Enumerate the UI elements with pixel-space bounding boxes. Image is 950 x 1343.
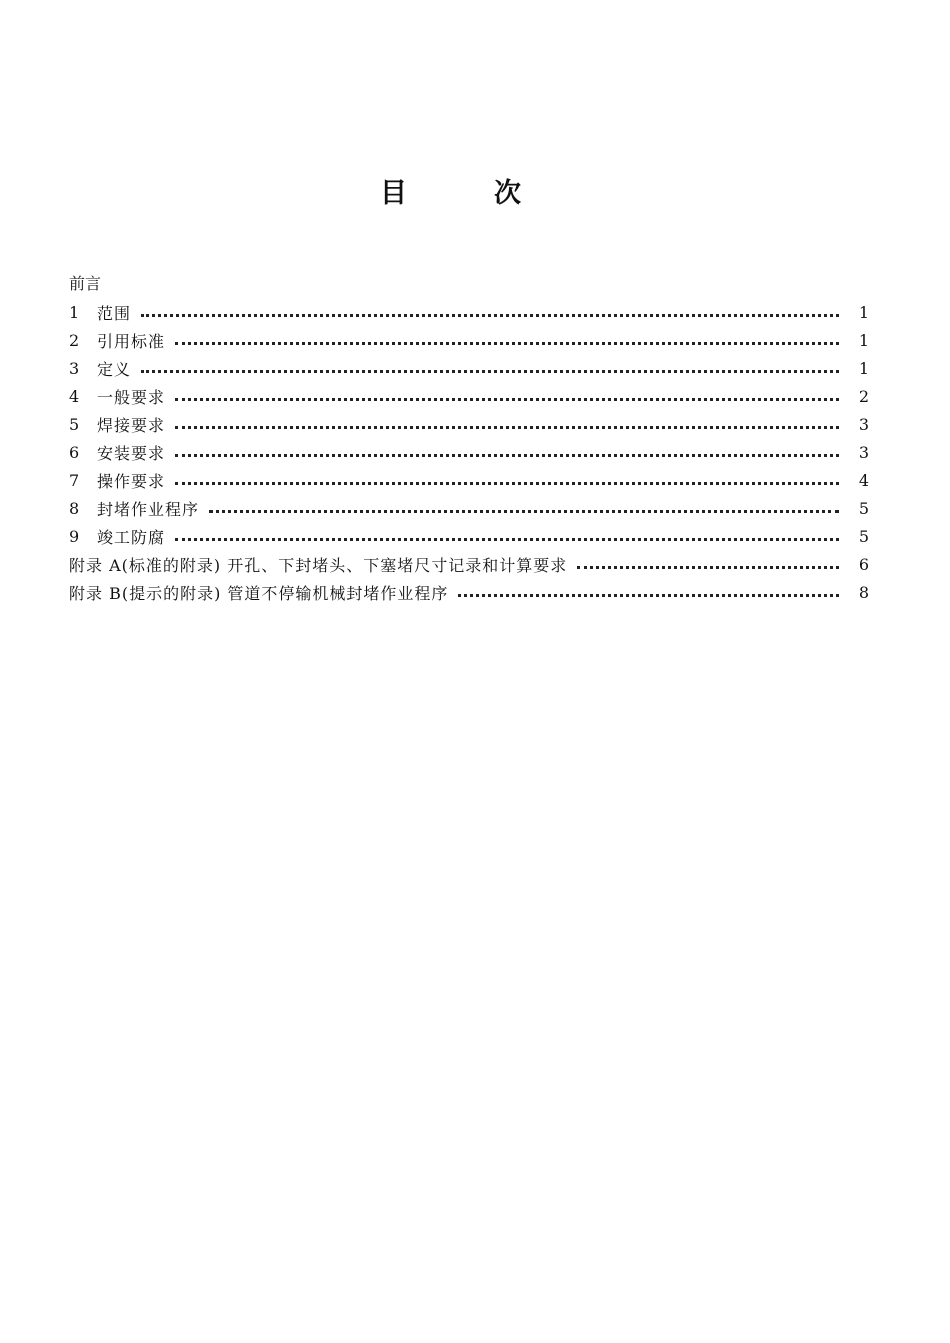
toc-entry-page: 3 [858,442,869,462]
toc-entry-page: 1 [858,302,869,322]
toc-entry-label: 竣工防腐 [97,527,166,547]
toc-entry-page: 2 [858,386,869,406]
toc-entry-label: 封堵作业程序 [97,499,200,519]
toc-entry[interactable] [69,438,869,466]
dot-leader [175,396,839,401]
dot-leader [141,368,839,373]
toc-appendix-page: 8 [858,582,869,602]
toc-entry-page: 5 [858,526,869,546]
dot-leader [175,424,839,429]
dot-leader [458,592,839,597]
toc-entry-label: 一般要求 [97,387,166,407]
toc-entry[interactable] [69,522,869,550]
toc-entry-number: 9 [69,526,80,546]
toc-entry-label: 安装要求 [97,443,166,463]
toc-appendix-page: 6 [858,554,869,574]
toc-heading-char-1: 目 [380,178,407,209]
dot-leader [175,340,839,345]
toc-preface-entry[interactable]: 前言 [69,274,102,293]
toc-list [69,298,869,606]
toc-entry-number: 6 [69,442,80,462]
toc-appendix-entry[interactable] [69,578,869,606]
dot-leader [577,564,839,569]
toc-heading-char-2: 次 [494,178,521,209]
toc-entry-number: 4 [69,386,80,406]
toc-entry-number: 7 [69,470,80,490]
toc-entry[interactable] [69,466,869,494]
toc-entry[interactable] [69,326,869,354]
toc-entry-label: 范围 [97,303,132,323]
toc-entry-number: 8 [69,498,80,518]
toc-entry-number: 1 [69,302,80,322]
toc-entry[interactable] [69,494,869,522]
toc-entry-number: 2 [69,330,80,350]
dot-leader [175,452,839,457]
toc-entry-number: 3 [69,358,80,378]
toc-entry-label: 定义 [97,359,132,379]
dot-leader [175,536,839,541]
toc-entry-label: 引用标准 [97,331,166,351]
toc-entry-page: 4 [858,470,869,490]
toc-entry-page: 1 [858,358,869,378]
toc-entry[interactable] [69,354,869,382]
toc-entry-number: 5 [69,414,80,434]
toc-appendix-label: 附录 A(标准的附录) 开孔、下封堵头、下塞堵尺寸记录和计算要求 [69,555,568,575]
toc-heading [0,172,950,216]
toc-appendix-entry[interactable] [69,550,869,578]
toc-entry-page: 1 [858,330,869,350]
toc-appendix-label: 附录 B(提示的附录) 管道不停输机械封堵作业程序 [69,583,449,603]
toc-entry[interactable] [69,410,869,438]
toc-entry-label: 操作要求 [97,471,166,491]
toc-entry[interactable] [69,382,869,410]
dot-leader [175,480,839,485]
toc-entry-label: 焊接要求 [97,415,166,435]
dot-leader [209,508,839,513]
dot-leader [141,312,839,317]
toc-entry-page: 3 [858,414,869,434]
toc-entry-page: 5 [858,498,869,518]
toc-entry[interactable] [69,298,869,326]
